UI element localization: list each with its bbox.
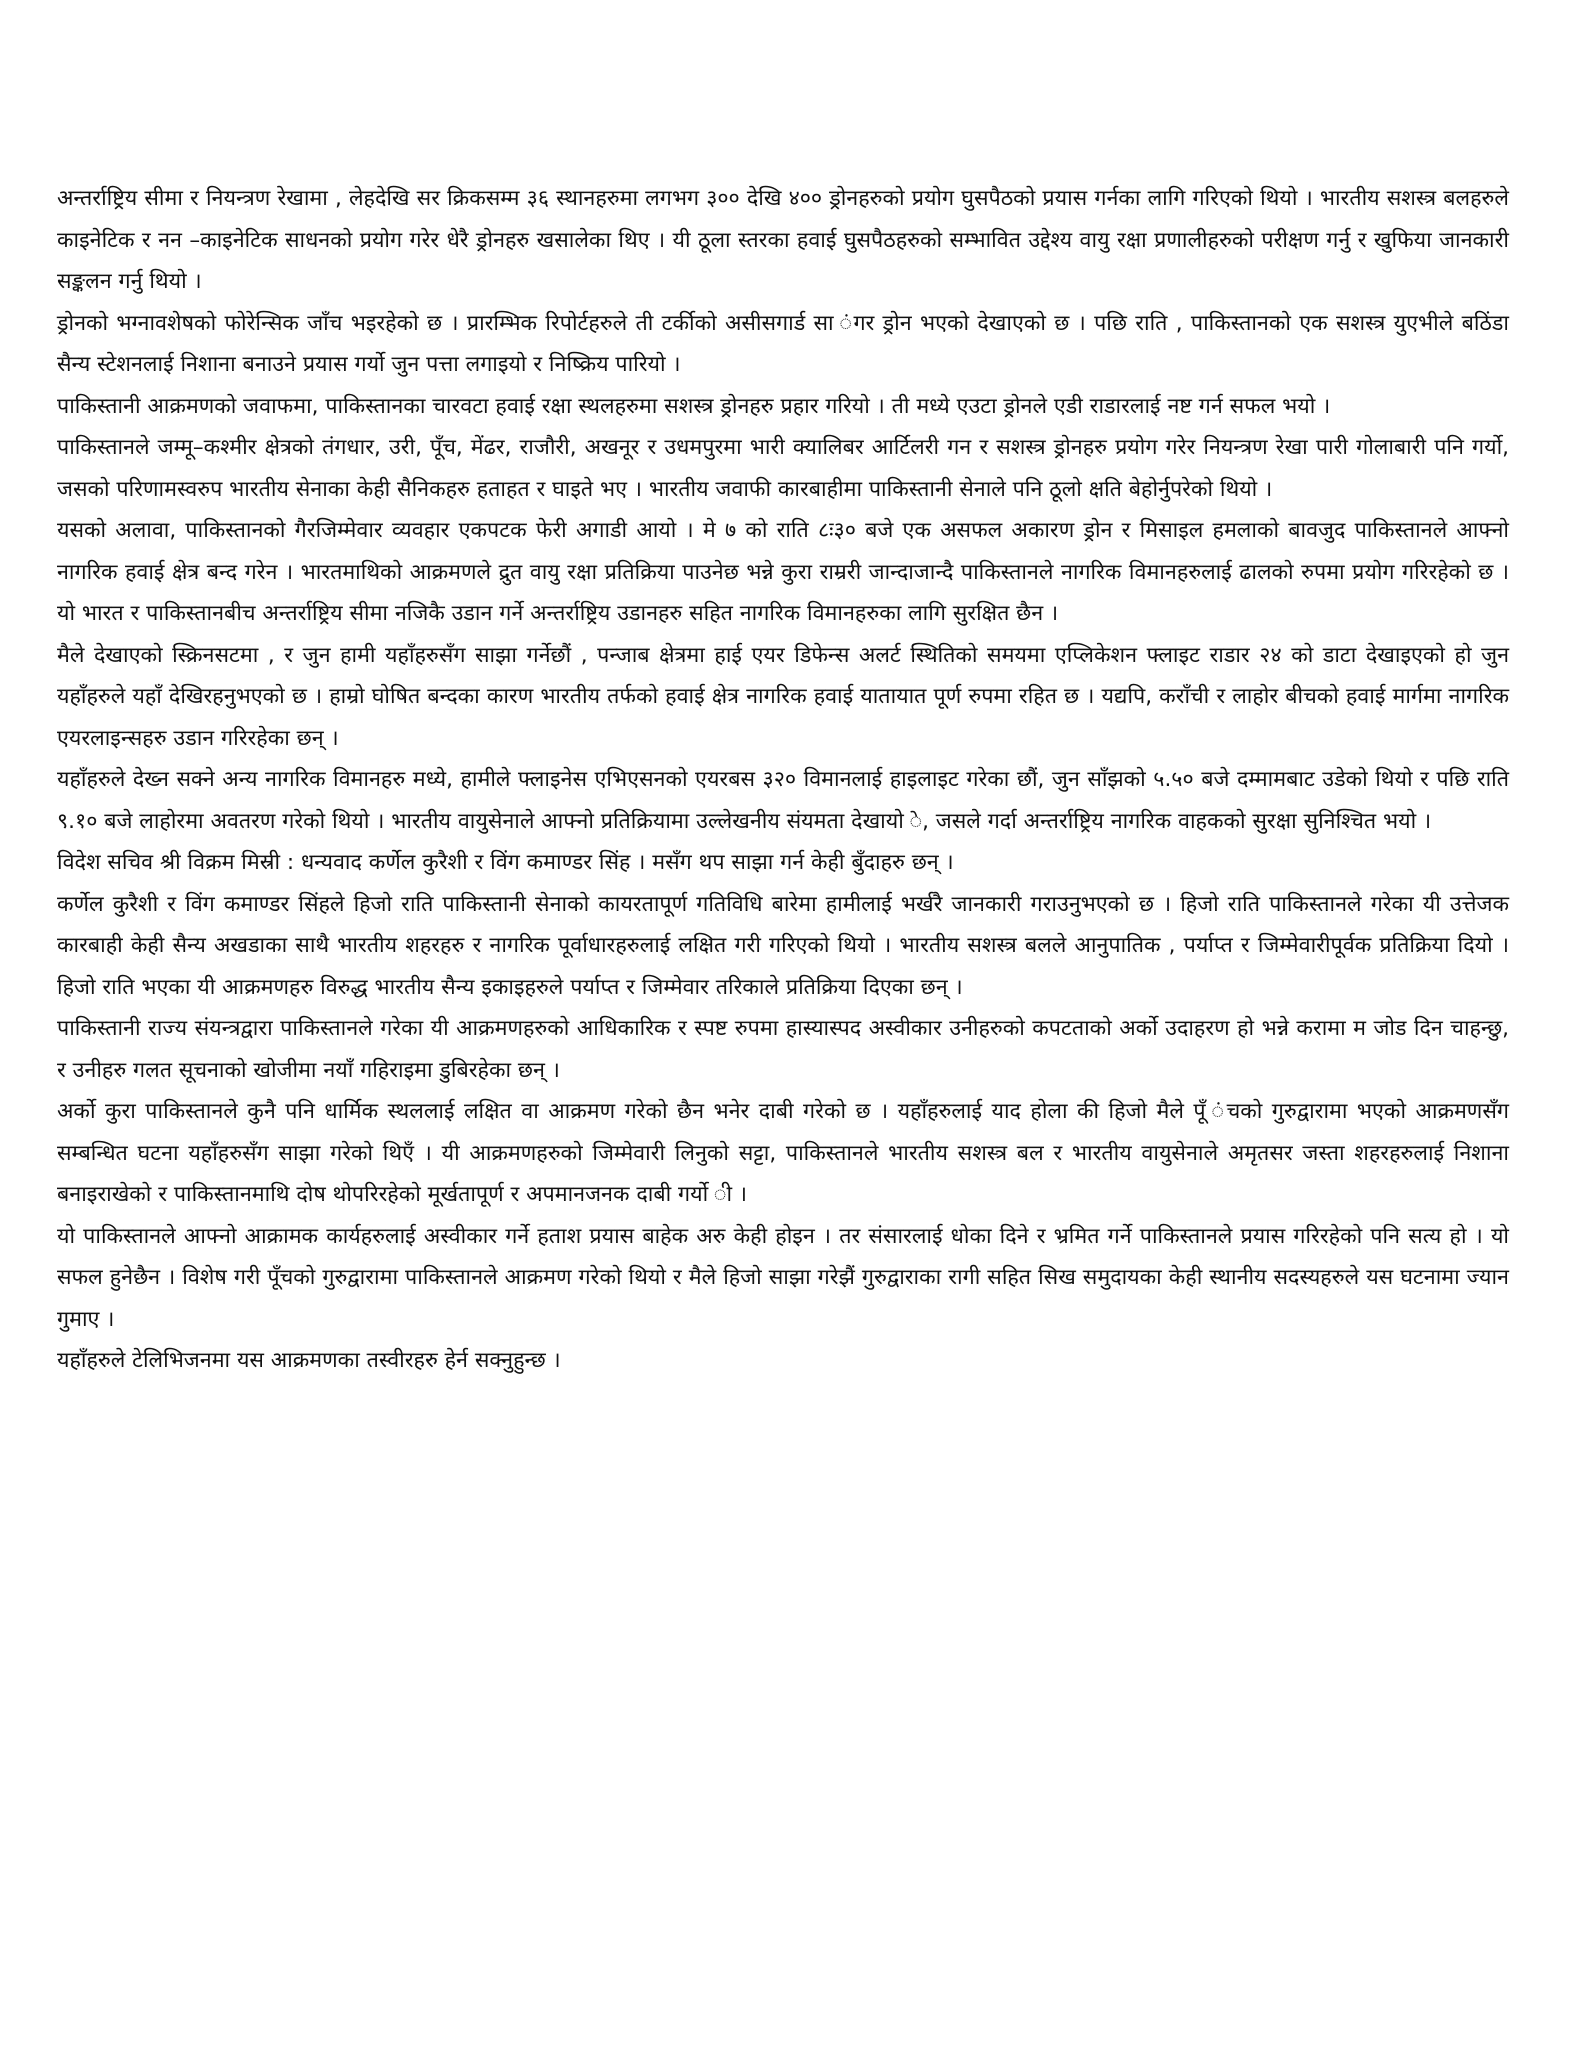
paragraph: कर्णेल कुरैशी र विंग कमाण्डर सिंहले हिजो राति पाकिस्तानी सेनाको कायरतापूर्ण गतिविधि बारेमा हामीलाई भर्खरै जानकारी गराउनुभएको छ । हिजो राति पाकिस्तानले गरेका यी उत्तेजक कारबाही केही सैन्य अखडाका साथै भारतीय शहरहरु र नागरिक पूर्वाधारहरुलाई लक्षित गरी गरिएको थियो । भारतीय सशस्त्र बलले आनुपातिक , पर्याप्त र जिम्मेवारीपूर्वक प्रतिक्रिया दियो । हिजो राति भएका यी आक्रमणहरु विरुद्ध भारतीय सैन्य इकाइहरुले पर्याप्त र जिम्मेवार तरिकाले प्रतिक्रिया दिएका छन् । <box>57 891 1509 1000</box>
paragraph: मैले देखाएको स्क्रिनसटमा , र जुन हामी यहाँहरुसँग साझा गर्नेछौं , पन्जाब क्षेत्रमा हाई एयर डिफेन्स अलर्ट स्थितिको समयमा एप्लिकेशन फ्लाइट राडार २४ को डाटा देखाइएको हो जुन यहाँहरुले यहाँ देखिरहनुभएको छ । हाम्रो घोषित बन्दका कारण भारतीय तर्फको हवाई क्षेत्र नागरिक हवाई यातायात पूर्ण रुपमा रहित छ । यद्यपि, कराँची र लाहोर बीचको हवाई मार्गमा नागरिक एयरलाइन्सहरु उडान गरिरहेका छन् । <box>57 642 1509 751</box>
paragraph: पाकिस्तानी आक्रमणको जवाफमा, पाकिस्तानका चारवटा हवाई रक्षा स्थलहरुमा सशस्त्र ड्रोनहरु प्रहार गरियो । ती मध्ये एउटा ड्रोनले एडी राडारलाई नष्ट गर्न सफल भयो । <box>57 393 1331 419</box>
paragraph: अन्तर्राष्ट्रिय सीमा र नियन्त्रण रेखामा , लेहदेखि सर क्रिकसम्म ३६ स्थानहरुमा लगभग ३०० देखि ४०० ड्रोनहरुको प्रयोग घुसपैठको प्रयास गर्नका लागि गरिएको थियो । भारतीय सशस्त्र बलहरुले काइनेटिक र नन –काइनेटिक साधनको प्रयोग गरेर धेरै ड्रोनहरु खसालेका थिए । यी ठूला स्तरका हवाई घुसपैठहरुको सम्भावित उद्देश्य वायु रक्षा प्रणालीहरुको परीक्षण गर्नु र खुफिया जानकारी सङ्कलन गर्नु थियो । <box>57 186 1509 294</box>
paragraph: यो पाकिस्तानले आफ्नो आक्रामक कार्यहरुलाई अस्वीकार गर्ने हताश प्रयास बाहेक अरु केही होइन । तर संसारलाई धोका दिने र भ्रमित गर्ने पाकिस्तानले प्रयास गरिरहेको पनि सत्य हो । यो सफल हुनेछैन । विशेष गरी पूँचको गुरुद्वारामा पाकिस्तानले आक्रमण गरेको थियो र मैले हिजो साझा गरेझैं गुरुद्वाराका रागी सहित सिख समुदायका केही स्थानीय सदस्यहरुले यस घटनामा ज्यान गुमाए । <box>57 1223 1509 1332</box>
paragraph: यहाँहरुले देख्न सक्ने अन्य नागरिक विमानहरु मध्ये, हामीले फ्लाइनेस एभिएसनको एयरबस ३२० विमानलाई हाइलाइट गरेका छौं, जुन साँझको ५.५० बजे दम्मामबाट उडेको थियो र पछि राति ९.१० बजे लाहोरमा अवतरण गरेको थियो । भारतीय वायुसेनाले आफ्नो प्रतिक्रियामा उल्लेखनीय संयमता देखायो े, जसले गर्दा अन्तर्राष्ट्रिय नागरिक वाहकको सुरक्षा सुनिश्चित भयो । <box>57 767 1509 834</box>
paragraph: ड्रोनको भग्नावशेषको फोरेन्सिक जाँच भइरहेको छ । प्रारम्भिक रिपोर्टहरुले ती टर्कीको असीसगार्ड सा ंगर ड्रोन भएको देखाएको छ । पछि राति , पाकिस्तानको एक सशस्त्र युएभीले बठिंडा सैन्य स्टेशनलाई निशाना बनाउने प्रयास गर्यो जुन पत्ता लगाइयो र निष्क्रिय पारियो । <box>57 310 1509 377</box>
paragraph: विदेश सचिव श्री विक्रम मिस्री : धन्यवाद कर्णेल कुरैशी र विंग कमाण्डर सिंह । मसँग थप साझा गर्न केही बुँदाहरु छन् । <box>57 850 954 875</box>
document-body <box>57 178 1509 1382</box>
paragraph: पाकिस्तानले जम्मू–कश्मीर क्षेत्रको तंगधार, उरी, पूँच, मेंढर, राजौरी, अखनूर र उधमपुरमा भारी क्यालिबर आर्टिलरी गन र सशस्त्र ड्रोनहरु प्रयोग गरेर नियन्त्रण रेखा पारी गोलाबारी पनि गर्यो, जसको परिणामस्वरुप भारतीय सेनाका केही सैनिकहरु हताहत र घाइते भए । भारतीय जवाफी कारबाहीमा पाकिस्तानी सेनाले पनि ठूलो क्षति बेहोर्नुपरेको थियो । <box>57 435 1509 502</box>
paragraph: यहाँहरुले टेलिभिजनमा यस आक्रमणका तस्वीरहरु हेर्न सक्नुहुन्छ । <box>57 1348 561 1373</box>
paragraph: अर्को कुरा पाकिस्तानले कुनै पनि धार्मिक स्थललाई लक्षित वा आक्रमण गरेको छैन भनेर दाबी गरेको छ । यहाँहरुलाई याद होला की हिजो मैले पूँ ंचको गुरुद्वारामा भएको आक्रमणसँग सम्बन्धित घटना यहाँहरुसँग साझा गरेको थिएँ । यी आक्रमणहरुको जिम्मेवारी लिनुको सट्टा, पाकिस्तानले भारतीय सशस्त्र बल र भारतीय वायुसेनाले अमृतसर जस्ता शहरहरुलाई निशाना बनाइराखेको र पाकिस्तानमाथि दोष थोपरिरहेको मूर्खतापूर्ण र अपमानजनक दाबी गर्यो ी । <box>57 1099 1509 1207</box>
paragraph: पाकिस्तानी राज्य संयन्त्रद्वारा पाकिस्तानले गरेका यी आक्रमणहरुको आधिकारिक र स्पष्ट रुपमा हास्यास्पद अस्वीकार उनीहरुको कपटताको अर्को उदाहरण हो भन्ने करामा म जोड दिन चाहन्छु, र उनीहरु गलत सूचनाको खोजीमा नयाँ गहिराइमा डुबिरहेका छन् । <box>57 1016 1509 1083</box>
paragraph: यसको अलावा, पाकिस्तानको गैरजिम्मेवार व्यवहार एकपटक फेरी अगाडी आयो । मे ७ को राति ८ः३० बजे एक असफल अकारण ड्रोन र मिसाइल हमलाको बावजुद पाकिस्तानले आफ्नो नागरिक हवाई क्षेत्र बन्द गरेन । भारतमाथिको आक्रमणले द्रुत वायु रक्षा प्रतिक्रिया पाउनेछ भन्ने कुरा राम्ररी जान्दाजान्दै पाकिस्तानले नागरिक विमानहरुलाई ढालको रुपमा प्रयोग गरिरहेको छ । यो भारत र पाकिस्तानबीच अन्तर्राष्ट्रिय सीमा नजिकै उडान गर्ने अन्तर्राष्ट्रिय उडानहरु सहित नागरिक विमानहरुका लागि सुरक्षित छैन । <box>57 518 1509 626</box>
